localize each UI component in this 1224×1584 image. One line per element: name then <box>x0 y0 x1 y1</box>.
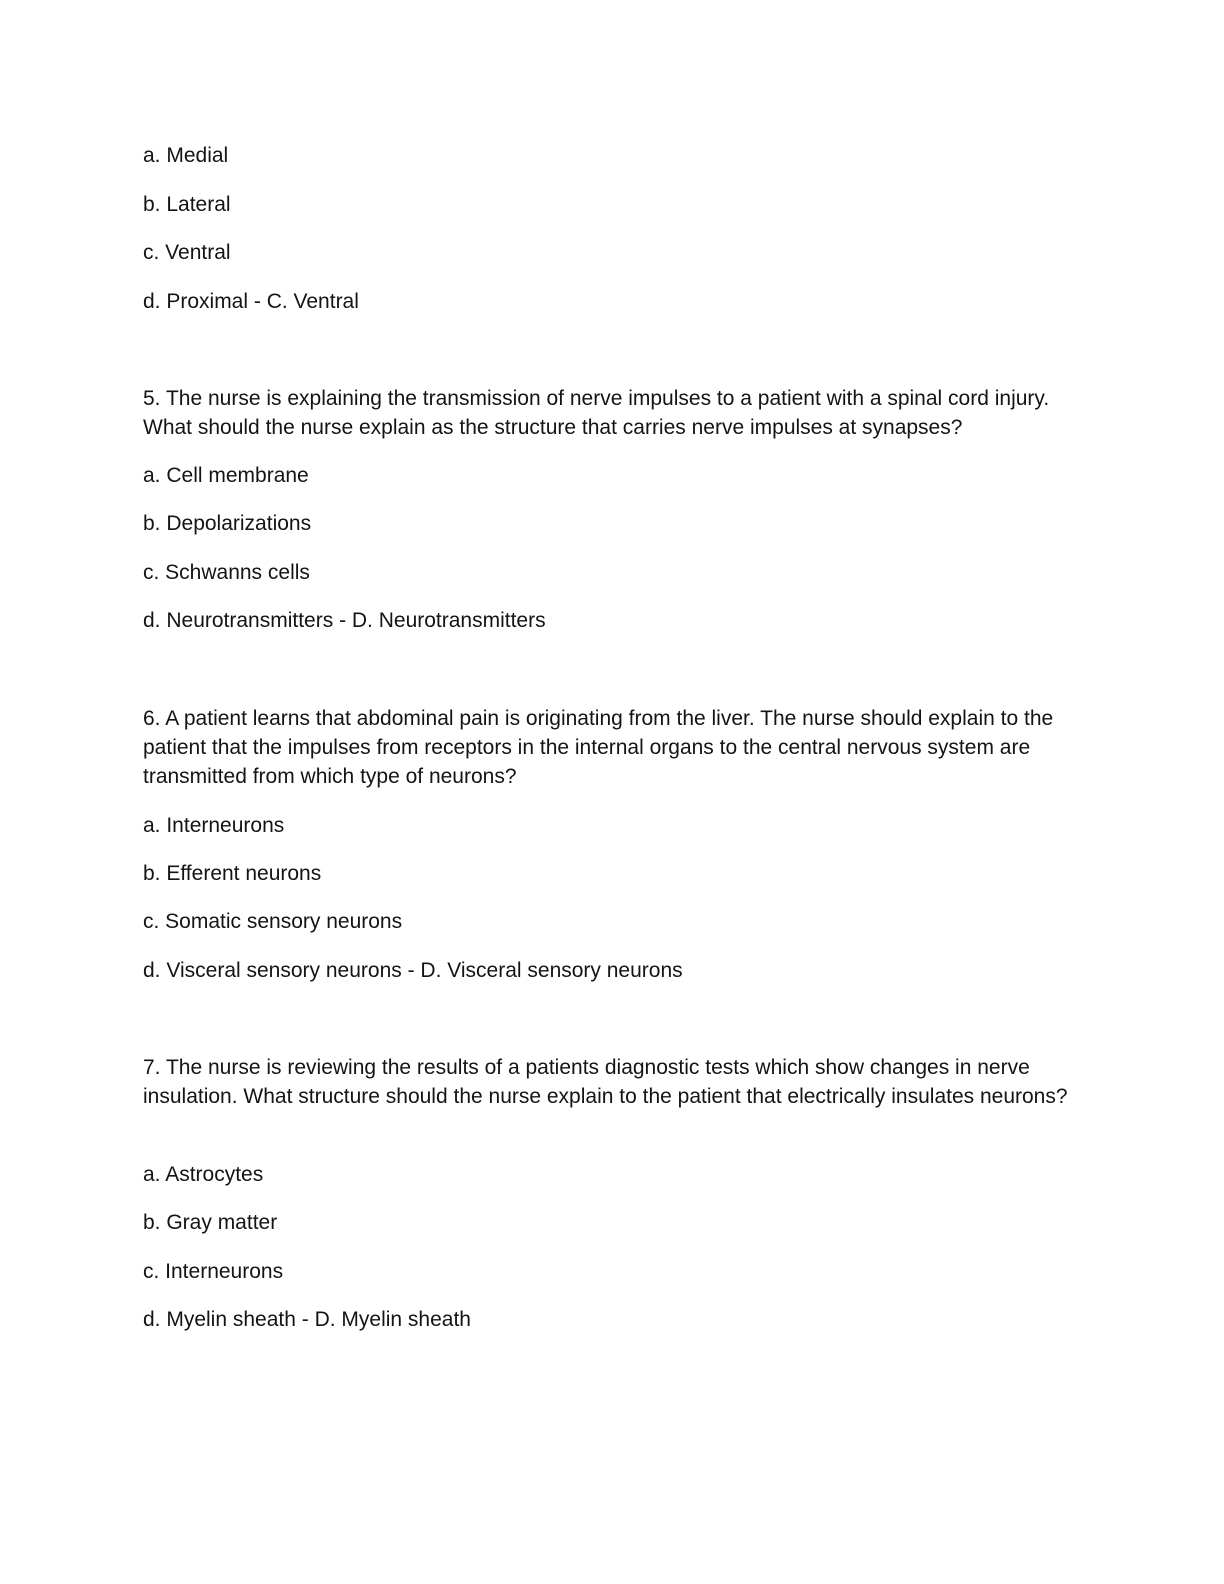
q4-option-a: a. Medial <box>143 144 229 167</box>
q7-option-b: b. Gray matter <box>143 1211 278 1234</box>
q4-option-c: c. Ventral <box>143 241 231 264</box>
q5-option-b: b. Depolarizations <box>143 512 312 535</box>
q5-option-a: a. Cell membrane <box>143 464 309 487</box>
q6-option-a: a. Interneurons <box>143 814 285 837</box>
q5-question: 5. The nurse is explaining the transmission of nerve impulses to a patient with a spinal cord injury. What should the nurse explain as the structure that carries nerve impulses at synapses? <box>143 387 1050 439</box>
q7-option-a: a. Astrocytes <box>143 1163 264 1186</box>
q4-option-d: d. Proximal - C. Ventral <box>143 290 359 313</box>
q5-option-c: c. Schwanns cells <box>143 561 310 584</box>
q6-question: 6. A patient learns that abdominal pain is originating from the liver. The nurse should explain to the patient that the impulses from receptors in the internal organs to the central nervous system are transmitted from which type of neurons? <box>143 707 1054 788</box>
q6-option-b: b. Efferent neurons <box>143 862 322 885</box>
q6-option-c: c. Somatic sensory neurons <box>143 910 403 933</box>
q4-option-b: b. Lateral <box>143 193 231 216</box>
q7-question: 7. The nurse is reviewing the results of a patients diagnostic tests which show changes in nerve insulation. What structure should the nurse explain to the patient that electrically insulates neurons? <box>143 1056 1068 1108</box>
q5-option-d: d. Neurotransmitters - D. Neurotransmitters <box>143 609 546 632</box>
q7-option-d: d. Myelin sheath - D. Myelin sheath <box>143 1308 471 1331</box>
q6-option-d: d. Visceral sensory neurons - D. Visceral sensory neurons <box>143 959 683 982</box>
q7-option-c: c. Interneurons <box>143 1260 284 1283</box>
